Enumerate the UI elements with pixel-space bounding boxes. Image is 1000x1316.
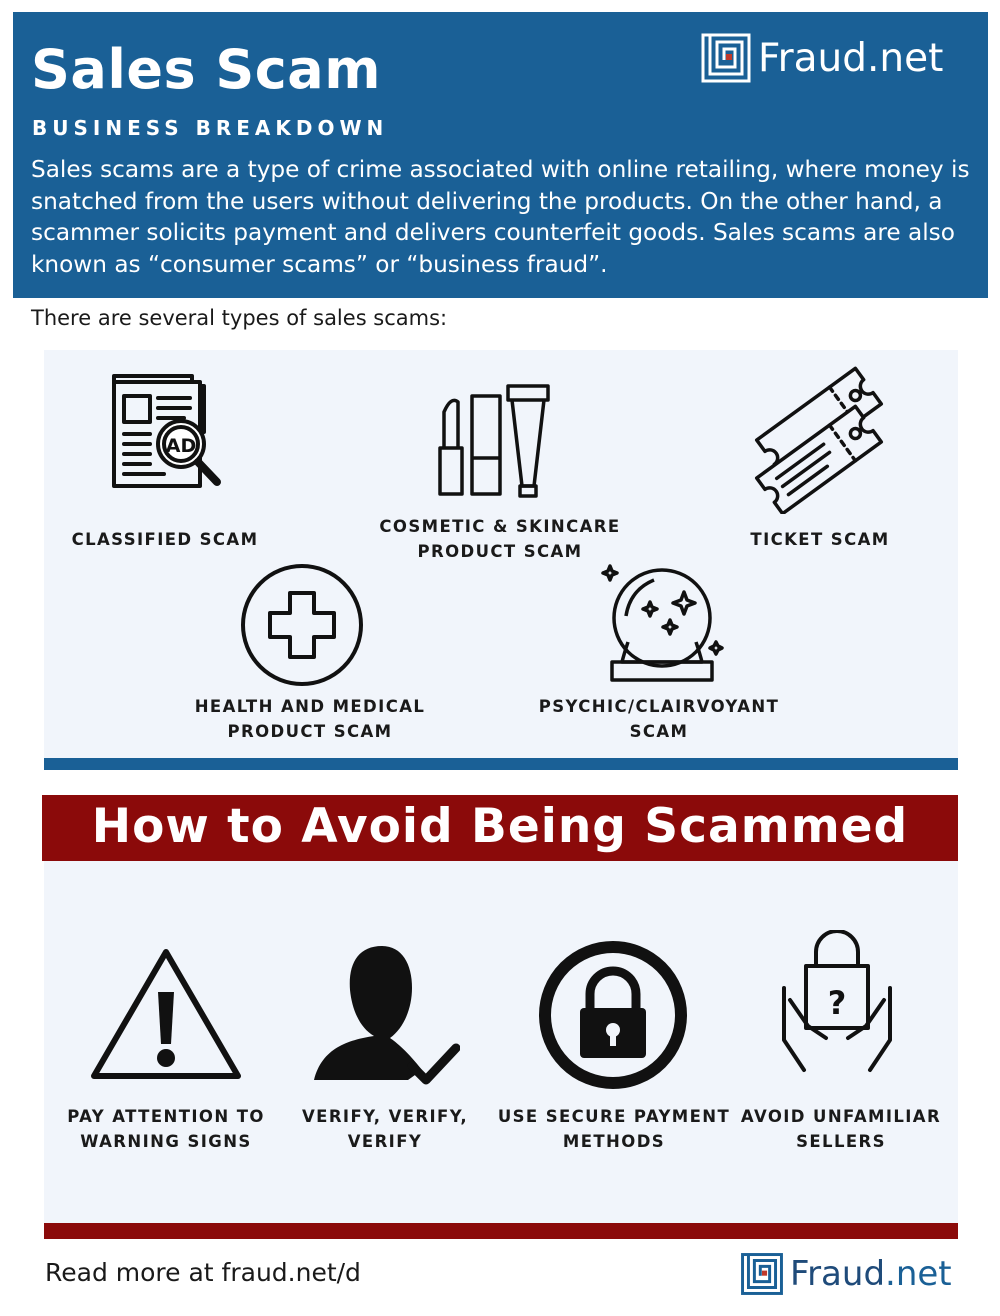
- logo-tld-text: .net: [885, 1254, 952, 1294]
- avoid-banner: [42, 795, 958, 861]
- unknown-seller-icon: [778, 930, 896, 1080]
- label-health-scam: HEALTH AND MEDICAL PRODUCT SCAM: [194, 697, 426, 741]
- secure-lock-icon: [536, 938, 690, 1092]
- footer-logo-wordmark: [790, 1254, 952, 1294]
- label-classified-scam: CLASSIFIED SCAM: [71, 530, 259, 549]
- verified-user-icon: [308, 940, 460, 1086]
- svg-text:?: ?: [827, 984, 847, 1022]
- section-divider-blue: [44, 758, 958, 770]
- read-more-link[interactable]: Read more at fraud.net/d: [45, 1258, 361, 1287]
- label-ticket-scam: TICKET SCAM: [750, 530, 890, 549]
- crystal-ball-icon: [598, 562, 726, 686]
- medical-cross-icon: [238, 563, 366, 687]
- label-warning-signs: PAY ATTENTION TO WARNING SIGNS: [67, 1107, 265, 1151]
- avoid-title: How to Avoid Being Scammed: [91, 799, 909, 854]
- classified-ad-icon: [104, 372, 228, 492]
- maze-logo-icon: [700, 32, 752, 84]
- svg-text:AD: AD: [165, 435, 197, 457]
- label-cosmetic-scam: COSMETIC & SKINCARE PRODUCT SCAM: [379, 517, 621, 561]
- label-verify: VERIFY, VERIFY, VERIFY: [301, 1107, 469, 1151]
- maze-logo-icon: [740, 1252, 784, 1296]
- label-unfamiliar-sellers: AVOID UNFAMILIAR SELLERS: [740, 1107, 942, 1151]
- brand-logo[interactable]: [700, 32, 943, 84]
- page-subtitle: BUSINESS BREAKDOWN: [32, 116, 389, 140]
- logo-wordmark: Fraud.net: [758, 35, 944, 81]
- intro-paragraph: Sales scams are a type of crime associated with online retailing, where money is snatched from the users without delivering the products. On the other hand, a scammer solicits payment and delivers counterfeit goods. Sales scams are also known as “consumer scams” or “business fraud”.: [31, 156, 970, 278]
- page-title: Sales Scam: [31, 38, 382, 101]
- tickets-icon: [740, 362, 898, 514]
- label-secure-payment: USE SECURE PAYMENT METHODS: [497, 1107, 731, 1151]
- scam-types-lead: There are several types of sales scams:: [31, 306, 448, 330]
- section-divider-red: [44, 1223, 958, 1239]
- label-psychic-scam: PSYCHIC/CLAIRVOYANT SCAM: [538, 697, 780, 741]
- logo-brand-text: Fraud: [790, 1254, 886, 1294]
- cosmetics-icon: [432, 382, 556, 500]
- footer-brand-logo[interactable]: [740, 1252, 952, 1296]
- warning-icon: [86, 944, 246, 1084]
